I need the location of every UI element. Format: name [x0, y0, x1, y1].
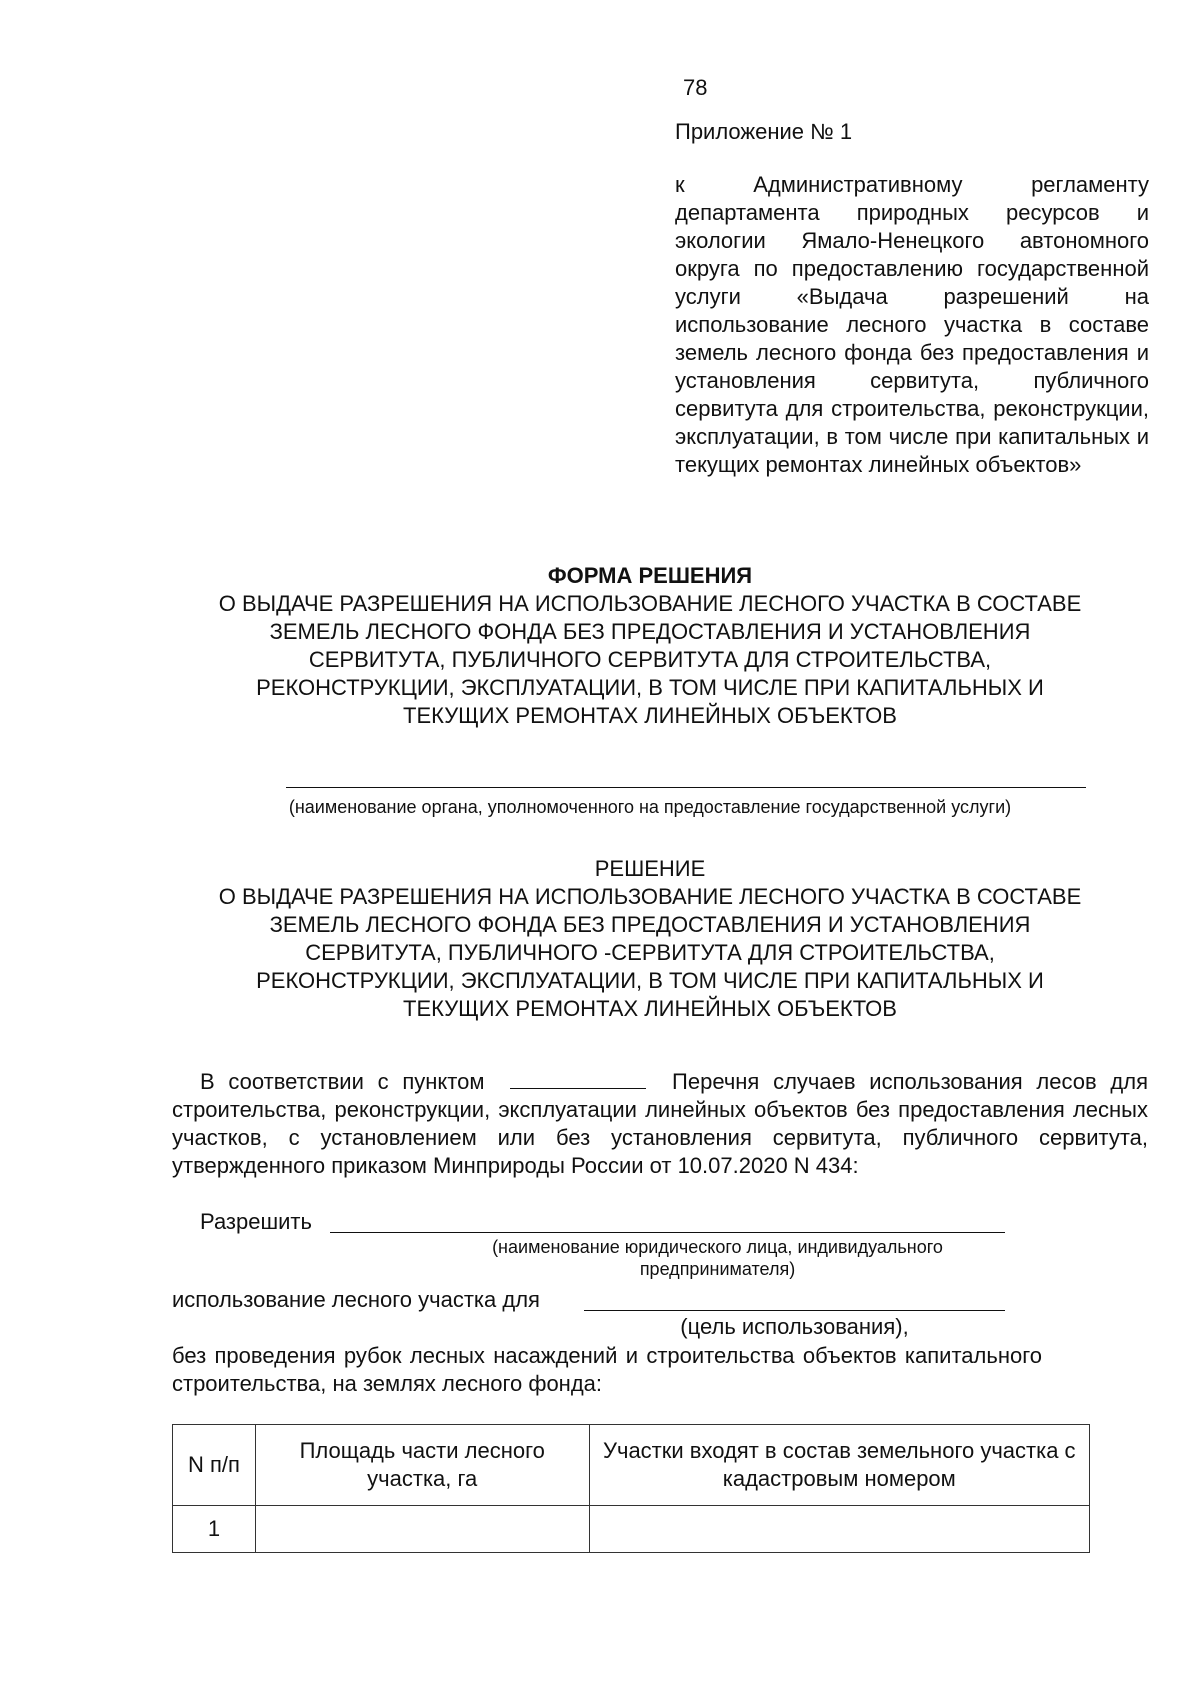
authority-name-field[interactable]: [286, 787, 1086, 788]
page-number: 78: [683, 75, 708, 100]
table-cell-area[interactable]: [255, 1506, 589, 1553]
form-heading: ФОРМА РЕШЕНИЯ: [547, 563, 753, 588]
column-header-number: N п/п: [173, 1425, 256, 1506]
permit-label: Разрешить: [200, 1209, 312, 1234]
permit-caption-line: предпринимателя): [639, 1259, 796, 1279]
form-title-line: СЕРВИТУТА, ПУБЛИЧНОГО СЕРВИТУТА ДЛЯ СТРОИТЕЛЬСТВА,: [308, 647, 992, 672]
usage-purpose-field[interactable]: [584, 1310, 1005, 1311]
main-paragraph: [172, 1068, 1148, 1180]
appendix-title: Приложение № 1: [675, 119, 853, 144]
form-title-line: О ВЫДАЧЕ РАЗРЕШЕНИЯ НА ИСПОЛЬЗОВАНИЕ ЛЕСНОГО УЧАСТКА В СОСТАВЕ: [218, 591, 1082, 616]
decision-title-line: СЕРВИТУТА, ПУБЛИЧНОГО -СЕРВИТУТА ДЛЯ СТРОИТЕЛЬСТВА,: [305, 940, 995, 965]
form-title-line: РЕКОНСТРУКЦИИ, ЭКСПЛУАТАЦИИ, В ТОМ ЧИСЛЕ ПРИ КАПИТАЛЬНЫХ И: [256, 675, 1044, 700]
permit-caption: [430, 1236, 1005, 1280]
plots-table: [172, 1424, 1090, 1553]
decision-title-line: ТЕКУЩИХ РЕМОНТАХ ЛИНЕЙНЫХ ОБЪЕКТОВ: [403, 996, 897, 1021]
usage-caption: (цель использования),: [680, 1314, 909, 1339]
table-cell-number: 1: [173, 1506, 256, 1553]
clause-number-field[interactable]: [510, 1070, 646, 1089]
column-header-cadastral: Участки входят в состав земельного участка с кадастровым номером: [589, 1425, 1089, 1506]
decision-title-line: О ВЫДАЧЕ РАЗРЕШЕНИЯ НА ИСПОЛЬЗОВАНИЕ ЛЕСНОГО УЧАСТКА В СОСТАВЕ: [218, 884, 1082, 909]
table-cell-cadastral[interactable]: [589, 1506, 1089, 1553]
decision-title-line: РЕКОНСТРУКЦИИ, ЭКСПЛУАТАЦИИ, В ТОМ ЧИСЛЕ ПРИ КАПИТАЛЬНЫХ И: [256, 968, 1044, 993]
usage-label: использование лесного участка для: [172, 1287, 540, 1312]
column-header-area: Площадь части лесного участка, га: [255, 1425, 589, 1506]
closing-paragraph: без проведения рубок лесных насаждений и строительства объектов капитального строительства, на землях лесного фонда:: [172, 1343, 1042, 1396]
decision-heading: РЕШЕНИЕ: [594, 856, 706, 881]
permit-caption-line: (наименование юридического лица, индивидуального: [492, 1237, 943, 1257]
appendix-reference: к Административному регламенту департамента природных ресурсов и экологии Ямало-Ненецкого автономного округа по предоставлению государственной услуги «Выдача разрешений на использование лесного участка в составе земель лесного фонда без предоставления и установления сервитута, публичного сервитута для строительства, реконструкции, эксплуатации, в том числе при капитальных и текущих ремонтах линейных объектов»: [675, 172, 1149, 477]
main-paragraph-start: В соответствии с пунктом: [200, 1069, 485, 1094]
decision-title: [150, 855, 1150, 1023]
decision-title-line: ЗЕМЕЛЬ ЛЕСНОГО ФОНДА БЕЗ ПРЕДОСТАВЛЕНИЯ И УСТАНОВЛЕНИЯ: [269, 912, 1031, 937]
authority-caption: (наименование органа, уполномоченного на предоставление государственной услуги): [288, 797, 1012, 817]
form-title-line: ТЕКУЩИХ РЕМОНТАХ ЛИНЕЙНЫХ ОБЪЕКТОВ: [403, 703, 897, 728]
form-title-line: ЗЕМЕЛЬ ЛЕСНОГО ФОНДА БЕЗ ПРЕДОСТАВЛЕНИЯ И УСТАНОВЛЕНИЯ: [269, 619, 1031, 644]
main-paragraph-rest: Перечня случаев использования лесов для строительства, реконструкции, эксплуатации линейных объектов без предоставления лесных участков, с установлением или без установления сервитута, публичного сервитута, утвержденного приказом Минприроды России от 10.07.2020 N 434:: [172, 1069, 1149, 1178]
table-header-row: [173, 1425, 1090, 1506]
table-row: [173, 1506, 1090, 1553]
applicant-name-field[interactable]: [330, 1232, 1005, 1233]
form-title: [150, 562, 1150, 730]
